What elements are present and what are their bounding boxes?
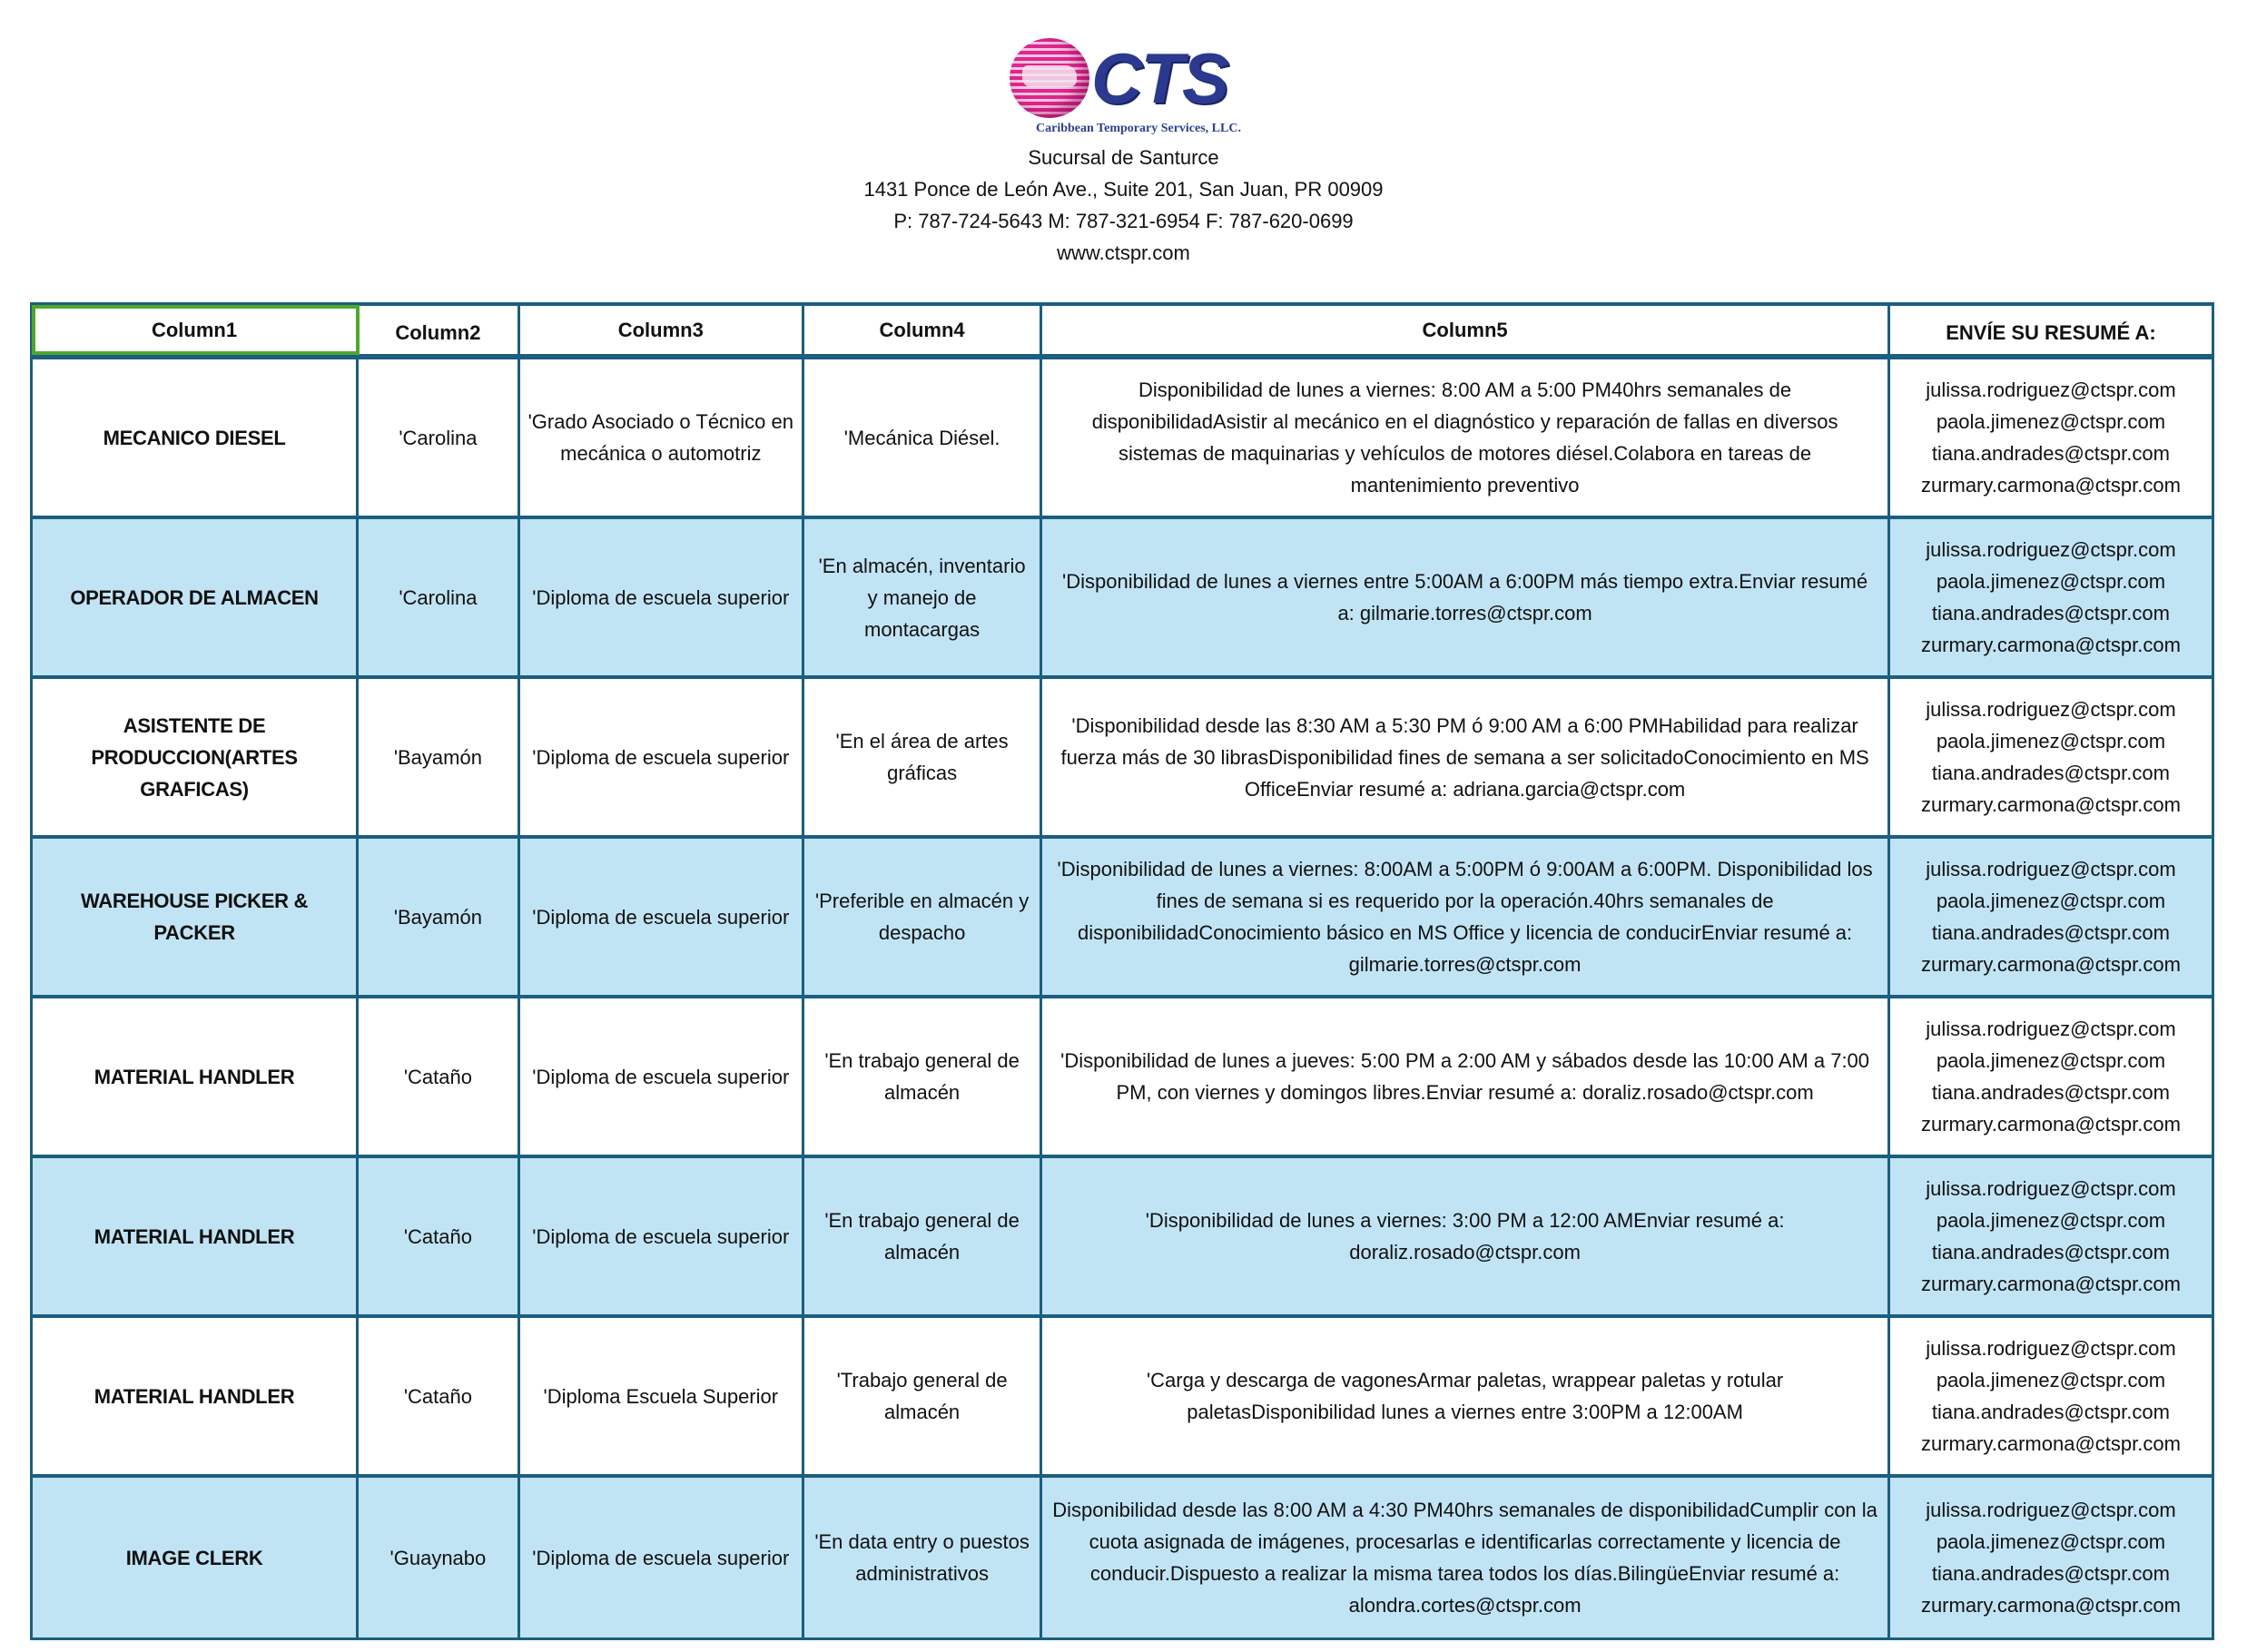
email-link[interactable]: tiana.andrades@ctspr.com (1931, 921, 2170, 944)
email-link[interactable]: tiana.andrades@ctspr.com (1931, 1241, 2170, 1264)
experience-cell[interactable]: 'En almacén, inventario y manejo de montacargas (804, 519, 1042, 675)
location-cell[interactable]: 'Carolina (359, 359, 520, 516)
education-cell[interactable]: 'Diploma de escuela superior (520, 1158, 804, 1314)
education-cell[interactable]: 'Diploma de escuela superior (520, 998, 804, 1155)
email-link[interactable]: zurmary.carmona@ctspr.com (1920, 1113, 2181, 1136)
header-column4[interactable]: Column4 (804, 306, 1042, 354)
emails-cell[interactable] (1890, 1158, 2212, 1314)
header-column1[interactable]: Column1 (33, 306, 359, 354)
website-link[interactable]: www.ctspr.com (1057, 241, 1190, 264)
experience-cell[interactable]: 'En data entry o puestos administrativos (804, 1478, 1042, 1637)
header-column3[interactable]: Column3 (520, 306, 804, 354)
branch-phones: P: 787-724-5643 M: 787-321-6954 F: 787-620-0699 (893, 210, 1354, 232)
email-link[interactable]: paola.jimenez@ctspr.com (1936, 410, 2166, 433)
experience-cell[interactable]: 'Trabajo general de almacén (804, 1318, 1042, 1474)
location-cell[interactable]: 'Bayamón (359, 839, 520, 995)
table-row (33, 679, 2212, 839)
details-cell[interactable]: Disponibilidad desde las 8:00 AM a 4:30 PM40hrs semanales de disponibilidadCumplir con la cuota asignada de imágenes, procesarlas e identificarlas correctamente y licencia de conducir.Dispuesto a realizar la misma tarea todos los días.BilingüeEnviar resumé a: alondra.cortes@ctspr.com (1042, 1478, 1890, 1637)
table-header-row (33, 306, 2212, 359)
details-cell[interactable]: 'Carga y descarga de vagonesArmar paletas, wrappear paletas y rotular paletasDisponibilidad lunes a viernes entre 3:00PM a 12:00AM (1042, 1318, 1890, 1474)
position-cell[interactable]: ASISTENTE DE PRODUCCION(ARTES GRAFICAS) (33, 679, 359, 835)
email-link[interactable]: tiana.andrades@ctspr.com (1931, 1401, 2170, 1423)
emails-cell[interactable] (1890, 679, 2212, 835)
job-listings-table (30, 302, 2214, 1640)
email-link[interactable]: tiana.andrades@ctspr.com (1931, 442, 2170, 465)
email-link[interactable]: zurmary.carmona@ctspr.com (1920, 1432, 2181, 1455)
email-link[interactable]: tiana.andrades@ctspr.com (1931, 762, 2170, 784)
email-link[interactable]: julissa.rodriguez@ctspr.com (1926, 1499, 2176, 1521)
table-row (33, 519, 2212, 679)
table-row (33, 839, 2212, 998)
table-row (33, 1158, 2212, 1318)
position-cell[interactable]: MATERIAL HANDLER (33, 1318, 359, 1474)
table-row (33, 359, 2212, 519)
email-link[interactable]: paola.jimenez@ctspr.com (1936, 1369, 2166, 1391)
email-link[interactable]: julissa.rodriguez@ctspr.com (1926, 538, 2176, 561)
branch-address: 1431 Ponce de León Ave., Suite 201, San Juan, PR 00909 (863, 178, 1384, 201)
globe-icon (1010, 38, 1089, 118)
emails-cell[interactable] (1890, 359, 2212, 516)
location-cell[interactable]: 'Carolina (359, 519, 520, 675)
email-link[interactable]: zurmary.carmona@ctspr.com (1920, 793, 2181, 816)
position-cell[interactable]: WAREHOUSE PICKER & PACKER (33, 839, 359, 995)
header-column5[interactable]: Column5 (1042, 306, 1890, 354)
email-link[interactable]: paola.jimenez@ctspr.com (1936, 1049, 2166, 1072)
letterhead (0, 0, 2247, 290)
experience-cell[interactable]: 'En trabajo general de almacén (804, 998, 1042, 1155)
table-row (33, 1478, 2212, 1637)
email-link[interactable]: paola.jimenez@ctspr.com (1936, 1209, 2166, 1232)
details-cell[interactable]: Disponibilidad de lunes a viernes: 8:00 AM a 5:00 PM40hrs semanales de disponibilidadAsistir al mecánico en el diagnóstico y reparación de fallas en diversos sistemas de maquinarias y vehículos de motores diésel.Colabora en tareas de mantenimiento preventivo (1042, 359, 1890, 516)
education-cell[interactable]: 'Diploma de escuela superior (520, 839, 804, 995)
education-cell[interactable]: 'Diploma de escuela superior (520, 1478, 804, 1637)
email-link[interactable]: zurmary.carmona@ctspr.com (1920, 1594, 2181, 1617)
position-cell[interactable]: MATERIAL HANDLER (33, 1158, 359, 1314)
email-link[interactable]: zurmary.carmona@ctspr.com (1920, 474, 2181, 497)
email-link[interactable]: julissa.rodriguez@ctspr.com (1926, 1018, 2176, 1040)
email-link[interactable]: julissa.rodriguez@ctspr.com (1926, 379, 2176, 401)
education-cell[interactable]: 'Diploma de escuela superior (520, 679, 804, 835)
location-cell[interactable]: 'Bayamón (359, 679, 520, 835)
details-cell[interactable]: 'Disponibilidad de lunes a viernes entre 5:00AM a 6:00PM más tiempo extra.Enviar resumé a: gilmarie.torres@ctspr.com (1042, 519, 1890, 675)
email-link[interactable]: paola.jimenez@ctspr.com (1936, 570, 2166, 593)
emails-cell[interactable] (1890, 839, 2212, 995)
email-link[interactable]: paola.jimenez@ctspr.com (1936, 890, 2166, 912)
email-link[interactable]: zurmary.carmona@ctspr.com (1920, 953, 2181, 976)
position-cell[interactable]: MATERIAL HANDLER (33, 998, 359, 1155)
experience-cell[interactable]: 'En el área de artes gráficas (804, 679, 1042, 835)
email-link[interactable]: tiana.andrades@ctspr.com (1931, 1562, 2170, 1585)
email-link[interactable]: paola.jimenez@ctspr.com (1936, 730, 2166, 752)
experience-cell[interactable]: 'Preferible en almacén y despacho (804, 839, 1042, 995)
emails-cell[interactable] (1890, 1478, 2212, 1637)
location-cell[interactable]: 'Guaynabo (359, 1478, 520, 1637)
logo-subtitle: Caribbean Temporary Services, LLC. (1036, 122, 1241, 135)
email-link[interactable]: julissa.rodriguez@ctspr.com (1926, 698, 2176, 721)
emails-cell[interactable] (1890, 519, 2212, 675)
details-cell[interactable]: 'Disponibilidad de lunes a viernes: 8:00AM a 5:00PM ó 9:00AM a 6:00PM. Disponibilidad los fines de semana si es requerido por la operación.40hrs semanales de disponibilidadConocimiento básico en MS Office y licencia de conducirEnviar resumé a: gilmarie.torres@ctspr.com (1042, 839, 1890, 995)
education-cell[interactable]: 'Diploma de escuela superior (520, 519, 804, 675)
details-cell[interactable]: 'Disponibilidad desde las 8:30 AM a 5:30 PM ó 9:00 AM a 6:00 PMHabilidad para realizar fuerza más de 30 librasDisponibilidad fines de semana a ser solicitadoConocimiento en MS OfficeEnviar resumé a: adriana.garcia@ctspr.com (1042, 679, 1890, 835)
branch-name: Sucursal de Santurce (1028, 146, 1219, 169)
header-column2[interactable]: Column2 (359, 306, 520, 354)
puerto-rico-map-icon (1022, 65, 1077, 87)
table-row (33, 998, 2212, 1158)
email-link[interactable]: julissa.rodriguez@ctspr.com (1926, 858, 2176, 880)
details-cell[interactable]: 'Disponibilidad de lunes a viernes: 3:00 PM a 12:00 AMEnviar resumé a: doraliz.rosado@ctspr.com (1042, 1158, 1890, 1314)
education-cell[interactable]: 'Diploma Escuela Superior (520, 1318, 804, 1474)
location-cell[interactable]: 'Cataño (359, 998, 520, 1155)
email-link[interactable]: julissa.rodriguez@ctspr.com (1926, 1337, 2176, 1360)
emails-cell[interactable] (1890, 1318, 2212, 1474)
position-cell[interactable]: MECANICO DIESEL (33, 359, 359, 516)
location-cell[interactable]: 'Cataño (359, 1318, 520, 1474)
cts-logo (1006, 34, 1269, 143)
email-link[interactable]: paola.jimenez@ctspr.com (1936, 1530, 2166, 1553)
emails-cell[interactable] (1890, 998, 2212, 1155)
experience-cell[interactable]: 'En trabajo general de almacén (804, 1158, 1042, 1314)
header-send-resume[interactable]: ENVÍE SU RESUMÉ A: (1946, 321, 2156, 344)
position-cell[interactable]: OPERADOR DE ALMACEN (33, 519, 359, 675)
email-link[interactable]: tiana.andrades@ctspr.com (1931, 602, 2170, 624)
location-cell[interactable]: 'Cataño (359, 1158, 520, 1314)
position-cell[interactable]: IMAGE CLERK (33, 1478, 359, 1637)
logo-wordmark: CTS (1091, 38, 1227, 118)
email-link[interactable]: zurmary.carmona@ctspr.com (1920, 1273, 2181, 1295)
education-cell[interactable]: 'Grado Asociado o Técnico en mecánica o automotriz (520, 359, 804, 516)
email-link[interactable]: julissa.rodriguez@ctspr.com (1926, 1177, 2176, 1200)
details-cell[interactable]: 'Disponibilidad de lunes a jueves: 5:00 PM a 2:00 AM y sábados desde las 10:00 AM a 7:00 PM, con viernes y domingos libres.Enviar resumé a: doraliz.rosado@ctspr.com (1042, 998, 1890, 1155)
email-link[interactable]: tiana.andrades@ctspr.com (1931, 1081, 2170, 1104)
table-body (33, 359, 2212, 1637)
table-row (33, 1318, 2212, 1478)
experience-cell[interactable]: 'Mecánica Diésel. (804, 359, 1042, 516)
email-link[interactable]: zurmary.carmona@ctspr.com (1920, 634, 2181, 656)
